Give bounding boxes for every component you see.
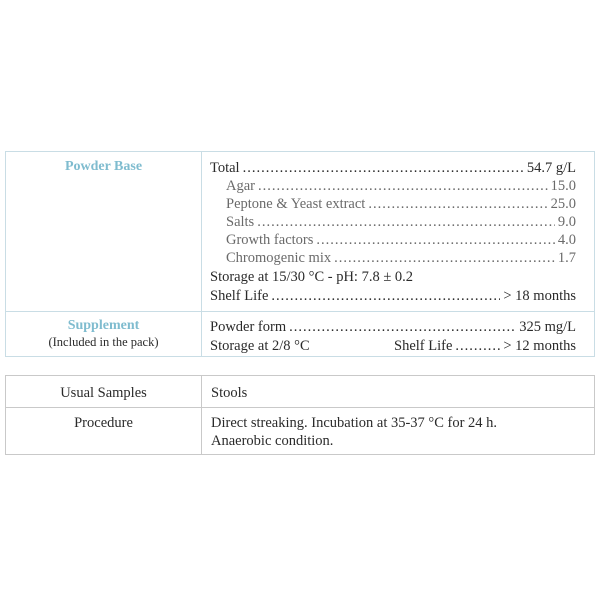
- shelf-life-value: > 18 months: [503, 288, 576, 304]
- total-name: Total: [210, 160, 240, 176]
- component-value: 15.0: [550, 178, 576, 194]
- component-row: [226, 213, 576, 231]
- row-divider: [6, 407, 594, 408]
- component-value: 1.7: [557, 250, 576, 266]
- component-name: Growth factors: [226, 232, 314, 248]
- leader-dots: [368, 195, 547, 213]
- shelf-life-name: Shelf Life: [210, 288, 269, 304]
- procedure-value-line2: Anaerobic condition.: [211, 433, 334, 449]
- component-value: 9.0: [557, 214, 576, 230]
- shelf-life-value: > 12 months: [503, 338, 576, 354]
- column-divider: [201, 376, 202, 455]
- component-name: Salts: [226, 214, 255, 230]
- powder-base-shelf-life-row: [210, 287, 576, 305]
- component-value: 25.0: [550, 196, 576, 212]
- composition-table: [5, 151, 595, 357]
- leader-dots: [316, 231, 554, 249]
- leader-dots: [257, 213, 555, 231]
- procedure-value-line1: Direct streaking. Incubation at 35-37 °C for 24 h.: [211, 415, 498, 431]
- leader-dots: [243, 159, 524, 177]
- column-divider: [201, 152, 202, 356]
- component-row: [226, 195, 576, 213]
- powder-form-name: Powder form: [210, 319, 287, 335]
- component-row: [226, 231, 576, 249]
- powder-base-label: Powder Base: [64, 159, 143, 174]
- total-value: 54.7 g/L: [526, 160, 576, 176]
- usual-samples-value: Stools: [211, 385, 248, 401]
- row-divider: [6, 311, 594, 312]
- leader-dots: [455, 337, 500, 355]
- powder-base-storage: Storage at 15/30 °C - pH: 7.8 ± 0.2: [210, 269, 414, 285]
- total-row: [210, 159, 576, 177]
- component-name: Peptone & Yeast extract: [226, 196, 366, 212]
- component-row: [226, 177, 576, 195]
- row-divider: [6, 454, 594, 455]
- component-value: 4.0: [557, 232, 576, 248]
- component-row: [226, 249, 576, 267]
- supplement-shelf-life-row: [394, 337, 576, 355]
- supplement-sublabel: (Included in the pack): [48, 335, 159, 349]
- supplement-storage: Storage at 2/8 °C: [210, 338, 310, 354]
- component-name: Chromogenic mix: [226, 250, 332, 266]
- powder-form-value: 325 mg/L: [519, 319, 576, 335]
- leader-dots: [334, 249, 555, 267]
- leader-dots: [271, 287, 500, 305]
- details-table: [5, 375, 595, 455]
- component-name: Agar: [226, 178, 255, 194]
- leader-dots: [289, 318, 516, 336]
- supplement-label: Supplement: [67, 318, 140, 333]
- shelf-life-name: Shelf Life: [394, 338, 453, 354]
- leader-dots: [258, 177, 548, 195]
- powder-form-row: [210, 318, 576, 336]
- usual-samples-label: Usual Samples: [60, 385, 147, 401]
- procedure-label: Procedure: [74, 415, 133, 431]
